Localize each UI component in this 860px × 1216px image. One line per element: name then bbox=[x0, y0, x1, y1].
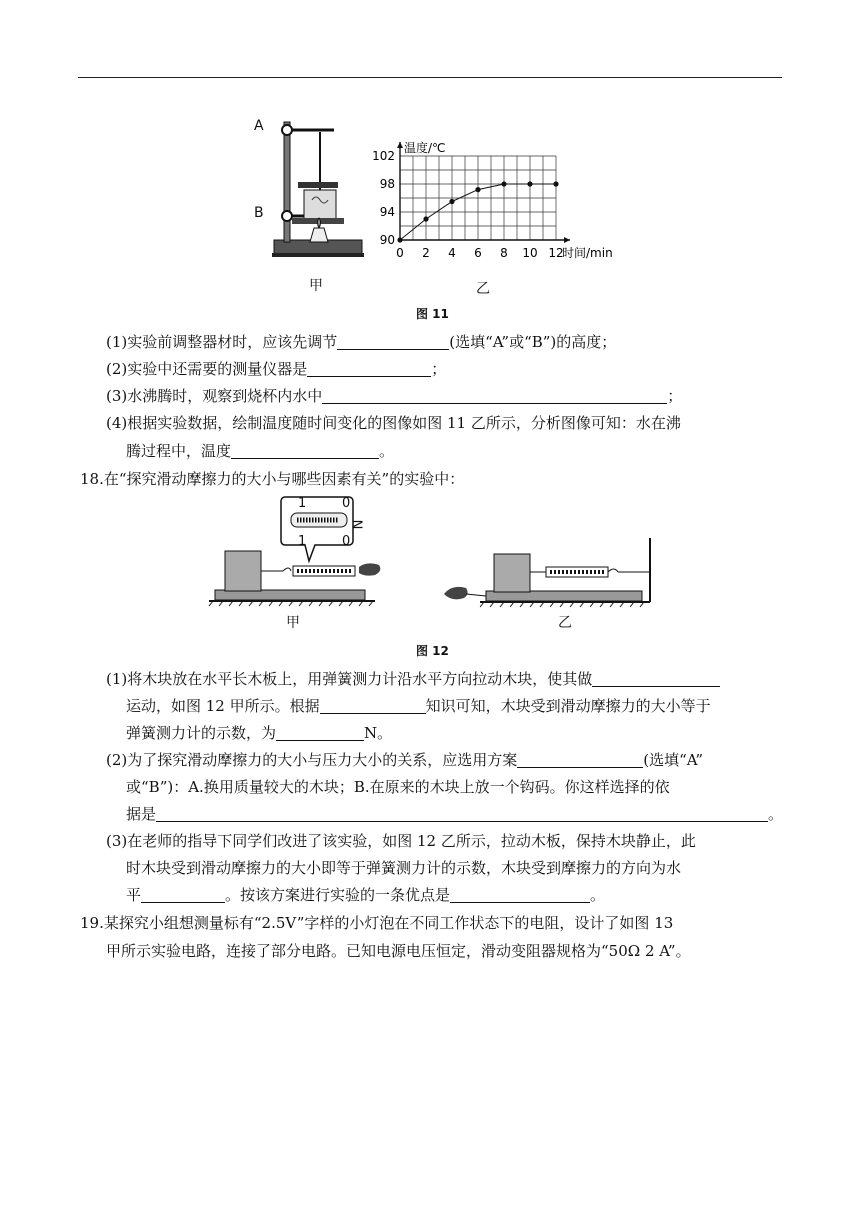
scale-top-zero: 0 bbox=[342, 496, 351, 511]
scale-top-one: 1 bbox=[298, 496, 307, 511]
q18-part3-tail: 。 bbox=[590, 886, 606, 904]
q18-part2-tail: 。 bbox=[768, 805, 784, 823]
q17-part1-blank[interactable] bbox=[337, 334, 449, 350]
y-tick-label: 102 bbox=[372, 149, 395, 163]
fig12-caption: 图 12 bbox=[416, 644, 449, 658]
q19-line-1: 19.某探究小组想测量标有“2.5V”字样的小灯泡在不同工作状态下的电阻，设计了如图 13 bbox=[80, 914, 674, 932]
q18-part2-text: (2)为了探究滑动摩擦力的大小与压力大小的关系，应选用方案 bbox=[106, 751, 518, 769]
q17-part2-tail: ； bbox=[431, 360, 447, 378]
q18-part2-text-2: (选填“A” bbox=[643, 751, 704, 769]
q17-part3-blank[interactable] bbox=[322, 388, 667, 404]
header-rule bbox=[78, 77, 782, 78]
q18-part2-blank-choice[interactable] bbox=[517, 752, 643, 768]
data-point bbox=[397, 237, 402, 242]
q18-part1-blank-motion[interactable] bbox=[592, 671, 720, 687]
q18-part1-blank-knowledge[interactable] bbox=[320, 698, 426, 714]
q17-part4-tail: 。 bbox=[379, 442, 395, 460]
fig11-sub-label-left: 甲 bbox=[309, 278, 323, 294]
q18-part2-blank-reason[interactable] bbox=[156, 806, 768, 822]
q18-stem: 18.在“探究滑动摩擦力的大小与哪些因素有关”的实验中： bbox=[80, 470, 465, 488]
y-axis-arrow bbox=[397, 142, 403, 148]
fig12-sub-label-left: 甲 bbox=[286, 615, 300, 631]
y-tick-label: 90 bbox=[379, 233, 395, 247]
data-point bbox=[527, 181, 532, 186]
scale-bottom-zero: 0 bbox=[342, 534, 351, 549]
data-point bbox=[553, 181, 558, 186]
q17-part1-text: (1)实验前调整器材时，应该先调节 bbox=[106, 333, 338, 351]
y-tick-label: 98 bbox=[379, 177, 395, 191]
q18-part1-text-3: 知识可知，木块受到滑动摩擦力的大小等于 bbox=[425, 697, 711, 715]
fig12-sub-label-right: 乙 bbox=[558, 615, 572, 631]
q18-part3-blank-advantage[interactable] bbox=[450, 887, 590, 903]
q19-line-2: 甲所示实验电路，连接了部分电路。已知电源电压恒定，滑动变阻器规格为“50Ω 2 A”。 bbox=[106, 942, 691, 960]
q17-part3-text: (3)水沸腾时，观察到烧杯内水中 bbox=[106, 387, 323, 405]
data-point bbox=[501, 181, 506, 186]
friction-setup-b-figure bbox=[440, 538, 660, 610]
q17-part3-tail: ； bbox=[667, 387, 683, 405]
x-tick-label: 2 bbox=[422, 246, 430, 260]
q17-part2-blank[interactable] bbox=[307, 361, 431, 377]
temperature-time-chart bbox=[370, 140, 620, 275]
clamp-a-label: A bbox=[254, 118, 264, 134]
q18-part1-text-4: 弹簧测力计的示数，为 bbox=[126, 724, 277, 742]
q18-part2-text-3: 或“B”)：A.换用质量较大的木块；B.在原来的木块上放一个钩码。你这样选择的依 bbox=[126, 778, 670, 796]
q18-part1-unit: N。 bbox=[364, 724, 393, 742]
x-tick-label: 8 bbox=[500, 246, 508, 260]
scale-bottom-one: 1 bbox=[298, 534, 307, 549]
x-axis-arrow bbox=[564, 237, 570, 243]
q17-part2-text: (2)实验中还需要的测量仪器是 bbox=[106, 360, 308, 378]
q18-part3-text-2: 时木块受到滑动摩擦力的大小即等于弹簧测力计的示数，木块受到摩擦力的方向为水 bbox=[126, 859, 682, 877]
boiling-apparatus-figure bbox=[262, 110, 372, 275]
scale-unit-label: N bbox=[351, 519, 367, 530]
x-tick-label: 10 bbox=[522, 246, 538, 260]
q17-part4-text-2: 腾过程中，温度 bbox=[126, 442, 232, 460]
q18-part1-text: (1)将木块放在水平长木板上，用弹簧测力计沿水平方向拉动木块，使其做 bbox=[106, 670, 593, 688]
friction-setup-a-figure bbox=[205, 495, 395, 607]
q18-part2-text-4: 据是 bbox=[126, 805, 157, 823]
x-tick-label: 12 bbox=[548, 246, 564, 260]
q18-part1-text-2: 运动，如图 12 甲所示。根据 bbox=[126, 697, 320, 715]
q17-part1-tail: (选填“A”或“B”)的高度； bbox=[449, 333, 617, 351]
x-tick-label: 0 bbox=[396, 246, 404, 260]
x-tick-label: 4 bbox=[448, 246, 456, 260]
q17-part4-text: (4)根据实验数据，绘制温度随时间变化的图像如图 11 乙所示，分析图像可知：水在沸 bbox=[106, 414, 681, 432]
q18-part3-text-4: 。按该方案进行实验的一条优点是 bbox=[225, 886, 451, 904]
data-point bbox=[423, 216, 428, 221]
y-tick-label: 94 bbox=[379, 205, 395, 219]
x-tick-label: 6 bbox=[474, 246, 482, 260]
clamp-b-label: B bbox=[254, 205, 264, 221]
data-point bbox=[449, 199, 454, 204]
fig11-sub-label-right: 乙 bbox=[476, 281, 490, 297]
q18-part1-blank-value[interactable] bbox=[276, 725, 364, 741]
q18-part3-text-3: 平 bbox=[126, 886, 142, 904]
q18-part3-blank-direction[interactable] bbox=[141, 887, 225, 903]
y-axis-label: 温度/℃ bbox=[404, 141, 446, 155]
data-point bbox=[475, 187, 480, 192]
fig11-caption: 图 11 bbox=[416, 307, 449, 321]
q18-part3-text: (3)在老师的指导下同学们改进了该实验，如图 12 乙所示，拉动木板，保持木块静止，此 bbox=[106, 832, 696, 850]
x-axis-label: 时间/min bbox=[562, 246, 613, 260]
q17-part4-blank[interactable] bbox=[231, 443, 379, 459]
